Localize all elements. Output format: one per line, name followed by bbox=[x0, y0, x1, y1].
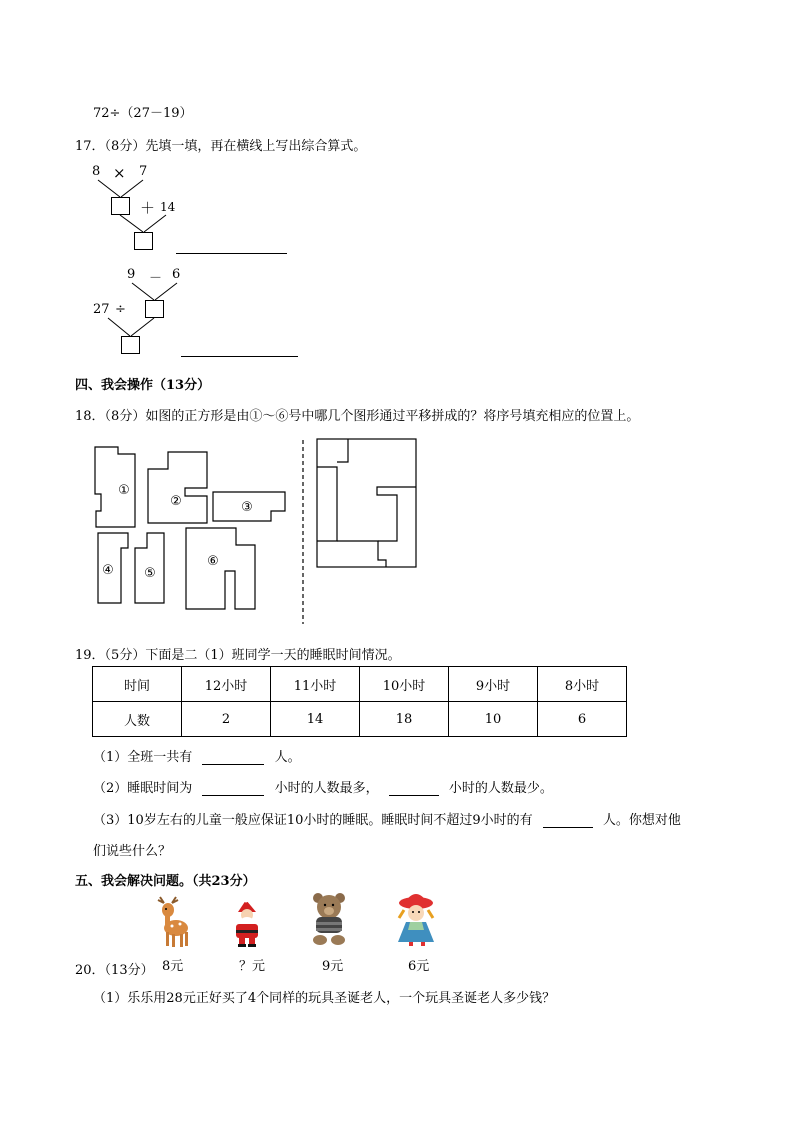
shape-label-5: ⑤ bbox=[144, 566, 156, 581]
q17-title: 17．（8分）先填一填，再在横线上写出综合算式。 bbox=[75, 139, 367, 154]
tree2-operator-2: ÷ bbox=[115, 302, 126, 317]
q19-sub-3-text-a: （3）10岁左右的儿童一般应保证10小时的睡眠。睡眠时间不超过9小时的有 bbox=[93, 813, 533, 828]
tree2-operand-c: 27 bbox=[93, 302, 110, 317]
q19-title: 19．（5分）下面是二（1）班同学一天的睡眠时间情况。 bbox=[75, 648, 401, 663]
table-header-cell: 时间 bbox=[93, 667, 182, 702]
table-header-cell: 12小时 bbox=[182, 667, 271, 702]
table-cell: 人数 bbox=[93, 702, 182, 737]
shape-label-2: ② bbox=[170, 494, 182, 509]
q19-sub-2-text-b: 小时的人数最多， bbox=[274, 781, 379, 796]
table-cell: 18 bbox=[360, 702, 449, 737]
toy-price-bear: 9元 bbox=[322, 959, 344, 974]
tree1-operand-a: 8 bbox=[92, 164, 101, 179]
tree1-operand-c: 14 bbox=[160, 200, 176, 214]
q19-sub-2-text-c: 小时的人数最少。 bbox=[448, 781, 553, 796]
q19-sub-3-cont: 们说些什么？ bbox=[93, 844, 172, 859]
table-header-cell: 11小时 bbox=[271, 667, 360, 702]
toy-price-deer: 8元 bbox=[162, 959, 184, 974]
q19-sub-1-text-a: （1）全班一共有 bbox=[93, 750, 193, 765]
section-5-heading: 五、我会解决问题。（共23分） bbox=[75, 874, 256, 889]
toy-price-doll: 6元 bbox=[408, 959, 430, 974]
q19-sub-3-text-b: 人。你想对他 bbox=[602, 813, 681, 828]
tree2-operand-b: 6 bbox=[172, 267, 181, 282]
santa-icon bbox=[230, 898, 264, 948]
deer-icon bbox=[158, 897, 188, 947]
toy-price-santa: ？元 bbox=[239, 959, 266, 974]
tree1-operator-1: × bbox=[113, 164, 126, 182]
shape-label-1: ① bbox=[118, 483, 130, 498]
table-header-cell: 10小时 bbox=[360, 667, 449, 702]
q20-label: 20．（13分） bbox=[75, 963, 154, 978]
table-cell: 14 bbox=[271, 702, 360, 737]
table-header-cell: 8小时 bbox=[538, 667, 627, 702]
table-header-cell: 9小时 bbox=[449, 667, 538, 702]
tree2-operator-1: － bbox=[149, 271, 163, 286]
table-cell: 10 bbox=[449, 702, 538, 737]
tree2-operand-a: 9 bbox=[127, 267, 136, 282]
tree1-operator-2: ＋ bbox=[140, 199, 156, 217]
tree1-operand-b: 7 bbox=[139, 164, 148, 179]
table-cell: 6 bbox=[538, 702, 627, 737]
q19-sub-1-text-b: 人。 bbox=[274, 750, 301, 765]
doll-icon bbox=[398, 894, 434, 946]
table-cell: 2 bbox=[182, 702, 271, 737]
shape-label-4: ④ bbox=[102, 563, 114, 578]
shape-label-3: ③ bbox=[241, 500, 253, 515]
section-4-heading: 四、我会操作（13分） bbox=[75, 378, 211, 393]
q18-title: 18．（8分）如图的正方形是由①～⑥号中哪几个图形通过平移拼成的？将序号填充相应的位置上。 bbox=[75, 409, 640, 424]
bear-icon bbox=[313, 893, 345, 945]
q20-sub-1: （1）乐乐用28元正好买了4个同样的玩具圣诞老人，一个玩具圣诞老人多少钱？ bbox=[93, 991, 556, 1006]
shape-label-6: ⑥ bbox=[207, 554, 219, 569]
q19-sub-2-text-a: （2）睡眠时间为 bbox=[93, 781, 193, 796]
top-expression: 72÷（27－19） bbox=[93, 106, 193, 121]
